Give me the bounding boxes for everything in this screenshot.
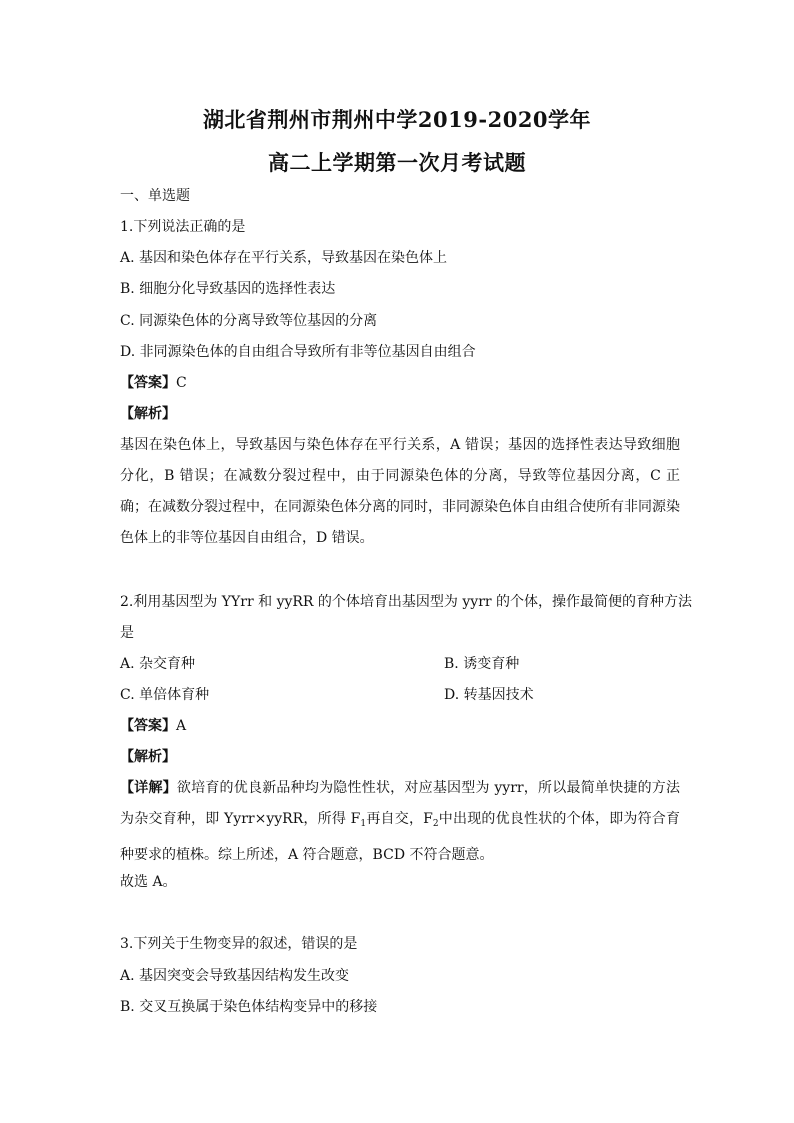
q3-option-b: B. 交叉互换属于染色体结构变异中的移接	[120, 999, 378, 1015]
q1-answer	[120, 373, 680, 393]
q2-option-d: D. 转基因技术	[444, 687, 534, 703]
answer-label: 【答案】	[120, 375, 176, 391]
q2-option-c: C. 单倍体育种	[120, 687, 210, 703]
answer-label: 【答案】	[120, 718, 176, 734]
doc-title-line1: 湖北省荆州市荆州中学2019-2020学年	[202, 107, 592, 132]
subscript-1: 1	[360, 819, 367, 829]
q1-option-a: A. 基因和染色体存在平行关系，导致基因在染色体上	[120, 250, 448, 266]
doc-title-line2: 高二上学期第一次月考试题	[268, 150, 526, 175]
answer-value: A	[176, 718, 187, 734]
q1-option-d: D. 非同源染色体的自由组合导致所有非等位基因自由组合	[120, 344, 476, 360]
section-heading: 一、单选题	[120, 188, 190, 204]
q3-stem: 3.下列关于生物变异的叙述，错误的是	[120, 936, 358, 952]
q1-stem: 1.下列说法正确的是	[120, 219, 246, 235]
q1-analysis-label: 【解析】	[120, 406, 176, 422]
q2-analysis-label: 【解析】	[120, 749, 176, 765]
q3-option-a: A. 基因突变会导致基因结构发生改变	[120, 968, 350, 984]
q2-answer	[120, 716, 680, 736]
q1-analysis-text: 基因在染色体上，导致基因与染色体存在平行关系，A 错误；基因的选择性表达导致细胞分化，B 错误；在减数分裂过程中，由于同源染色体的分离，导致等位基因分离，C 正确；在减数分裂过程中，在同源染色体分离的同时，非同源染色体自由组合使所有非同源染色体上的非等位基因自由组合，D 错误。	[120, 437, 680, 546]
q2-option-b: B. 诱变育种	[444, 656, 520, 672]
q2-detail	[120, 773, 680, 871]
detail-label: 【详解】	[120, 780, 177, 796]
q1-option-c: C. 同源染色体的分离导致等位基因的分离	[120, 313, 378, 329]
detail-text-3: 中出现的优良性状的个体，即为符合育种要求的植株。综上所述，A 符合题意，BCD 不符合题意。	[120, 811, 681, 863]
q2-option-a: A. 杂交育种	[120, 656, 196, 672]
q2-conclusion: 故选 A。	[120, 874, 177, 890]
q2-stem-line2: 是	[120, 625, 134, 641]
subscript-2: 2	[432, 819, 439, 829]
q2-stem-line1: 2.利用基因型为 YYrr 和 yyRR 的个体培育出基因型为 yyrr 的个体，操作最简便的育种方法	[120, 594, 693, 610]
detail-text-1: 欲培育的优良新品种均为隐性性状，对应基因型为 yyrr，所以最简单快捷的方法为杂交育种，即 Yyrr×yyRR，所得 F	[120, 780, 681, 827]
answer-value: C	[176, 375, 187, 391]
q1-option-b: B. 细胞分化导致基因的选择性表达	[120, 281, 336, 297]
detail-text-2: 再自交，F	[366, 811, 433, 827]
